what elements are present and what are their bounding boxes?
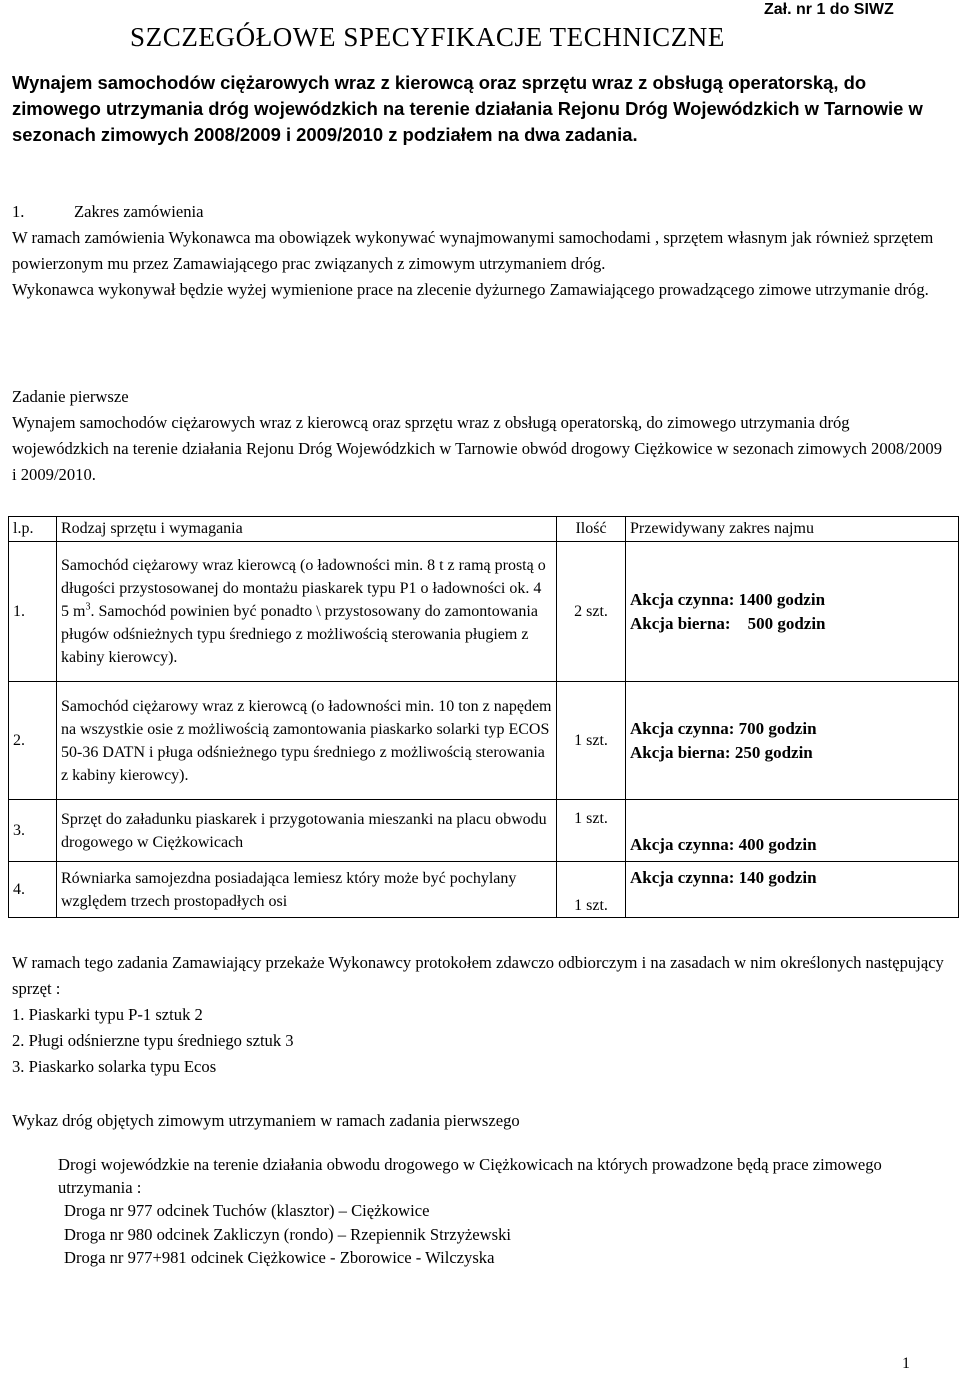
table-row [9,862,959,918]
section-1-body [12,225,947,303]
list-item: 3. Piaskarko solarka typu Ecos [12,1057,217,1076]
list-item: 2. Pługi odśnierzne typu średniego sztuk 3 [12,1031,294,1050]
task-1-description: Wynajem samochodów ciężarowych wraz z kierowcą oraz sprzętu wraz z obsługą operatorską, do zimowego utrzymania dróg wojewódzkich na terenie działania Rejonu Dróg Wojewódzkich w Tarnowie obwód drogowy Ciężkowice w sezonach zimowych 2008/2009 i 2009/2010. [12,413,943,484]
row-number: 4. [9,862,57,918]
row-number: 1. [9,542,57,682]
section-title: Zakres zamówienia [74,202,204,221]
row-range [626,862,959,918]
row-number: 3. [9,800,57,862]
task-1-heading: Zadanie pierwsze [12,387,129,406]
active-hours: Akcja czynna: 700 godzin [630,718,817,738]
list-item: 1. Piaskarki typu P-1 sztuk 2 [12,1005,203,1024]
row-description: Samochód ciężarowy wraz kierowcą (o ładowności min. 8 t z ramą prostą o długości przystosowanej do montażu piaskarek typu P1 o ładowności ok. 4 5 $m^3$. Samochód powinien być ponadto \ przystosowany do zamontowania pługów odśnieżnych typu średniego z możliwością sterowania pługiem z kabiny kierowcy). [57,542,557,682]
table-header-row [9,517,959,542]
document-title: SZCZEGÓŁOWE SPECYFIKACJE TECHNICZNE [130,22,726,52]
active-hours: Akcja czynna: 140 godzin [630,868,817,887]
header-qty: Ilość [557,517,626,542]
row-description: Równiarka samojezdna posiadająca lemiesz który może być pochylany względem trzech prostopadłych osi [57,862,557,918]
document-subject: Wynajem samochodów ciężarowych wraz z kierowcą oraz sprzętu wraz z obsługą operatorską, do zimowego utrzymania dróg wojewódzkich na terenie działania Rejonu Dróg Wojewódzkich w Tarnowie w sezonach zimowych 2008/2009 i 2009/2010 z podziałem na dwa zadania. [12,72,923,145]
header-lp: l.p. [9,517,57,542]
row-description: Sprzęt do załadunku piaskarek i przygotowania mieszanki na placu obwodu drogowego w Ciężkowicach [57,800,557,862]
row-quantity: 1 szt. [557,862,626,918]
row-range [626,800,959,862]
list-item: Droga nr 977 odcinek Tuchów (klasztor) – Ciężkowice [64,1201,430,1220]
table-row [9,682,959,800]
list-item: Droga nr 980 odcinek Zakliczyn (rondo) – Rzepiennik Strzyżewski [64,1224,511,1244]
passive-hours: Akcja bierna: 250 godzin [630,742,813,762]
page-number: 1 [902,1355,910,1372]
row-quantity: 1 szt. [557,682,626,800]
task-1-block [12,384,947,488]
active-hours: Akcja czynna: 400 godzin [630,835,817,854]
attachment-label: Zał. nr 1 do SIWZ [764,1,894,18]
list-item: Droga nr 977+981 odcinek Ciężkowice - Zborowice - Wilczyska [64,1248,495,1267]
section-1-paragraph-1: W ramach zamówienia Wykonawca ma obowiązek wykonywać wynajmowanymi samochodami , sprzętem własnym jak również sprzętem powierzonym mu przez Zamawiającego prac związanych z zimowym utrzymaniem dróg. [12,228,934,273]
section-1-heading [12,199,203,225]
row-range [626,542,959,682]
section-1-paragraph-2: Wykonawca wykonywał będzie wyżej wymienione prace na zlecenie dyżurnego Zamawiającego prowadzącego zimowe utrzymanie dróg. [12,280,929,299]
section-number: 1. [12,202,25,221]
roads-heading: Wykaz dróg objętych zimowym utrzymaniem w ramach zadania pierwszego [12,1111,520,1130]
row-description: Samochód ciężarowy wraz z kierowcą (o ładowności min. 10 ton z napędem na wszystkie osie z możliwością zamontowania piaskarko solarki typ ECOS 50-36 DATN i pługa odśnieżnego typu średniego z możliwością sterowania z kabiny kierowcy). [57,682,557,800]
equipment-list-block [12,950,947,1080]
equipment-table [8,516,959,918]
header-type: Rodzaj sprzętu i wymagania [57,517,557,542]
active-hours: Akcja czynna: 1400 godzin [630,589,826,609]
row-number: 2. [9,682,57,800]
row-range [626,682,959,800]
roads-list [64,1199,924,1270]
table-row [9,542,959,682]
passive-hours: Akcja bierna: 500 godzin [630,613,826,633]
roads-intro: Drogi wojewódzkie na terenie działania obwodu drogowego w Ciężkowicach na których prowadzone będą prace zimowego utrzymania : [58,1155,882,1197]
table-row [9,800,959,862]
row-quantity: 2 szt. [557,542,626,682]
header-range: Przewidywany zakres najmu [626,517,959,542]
equipment-intro: W ramach tego zadania Zamawiający przekaże Wykonawcy protokołem zdawczo odbiorczym i na zasadach w nim określonych następujący sprzęt : [12,953,944,998]
row-quantity: 1 szt. [557,800,626,862]
